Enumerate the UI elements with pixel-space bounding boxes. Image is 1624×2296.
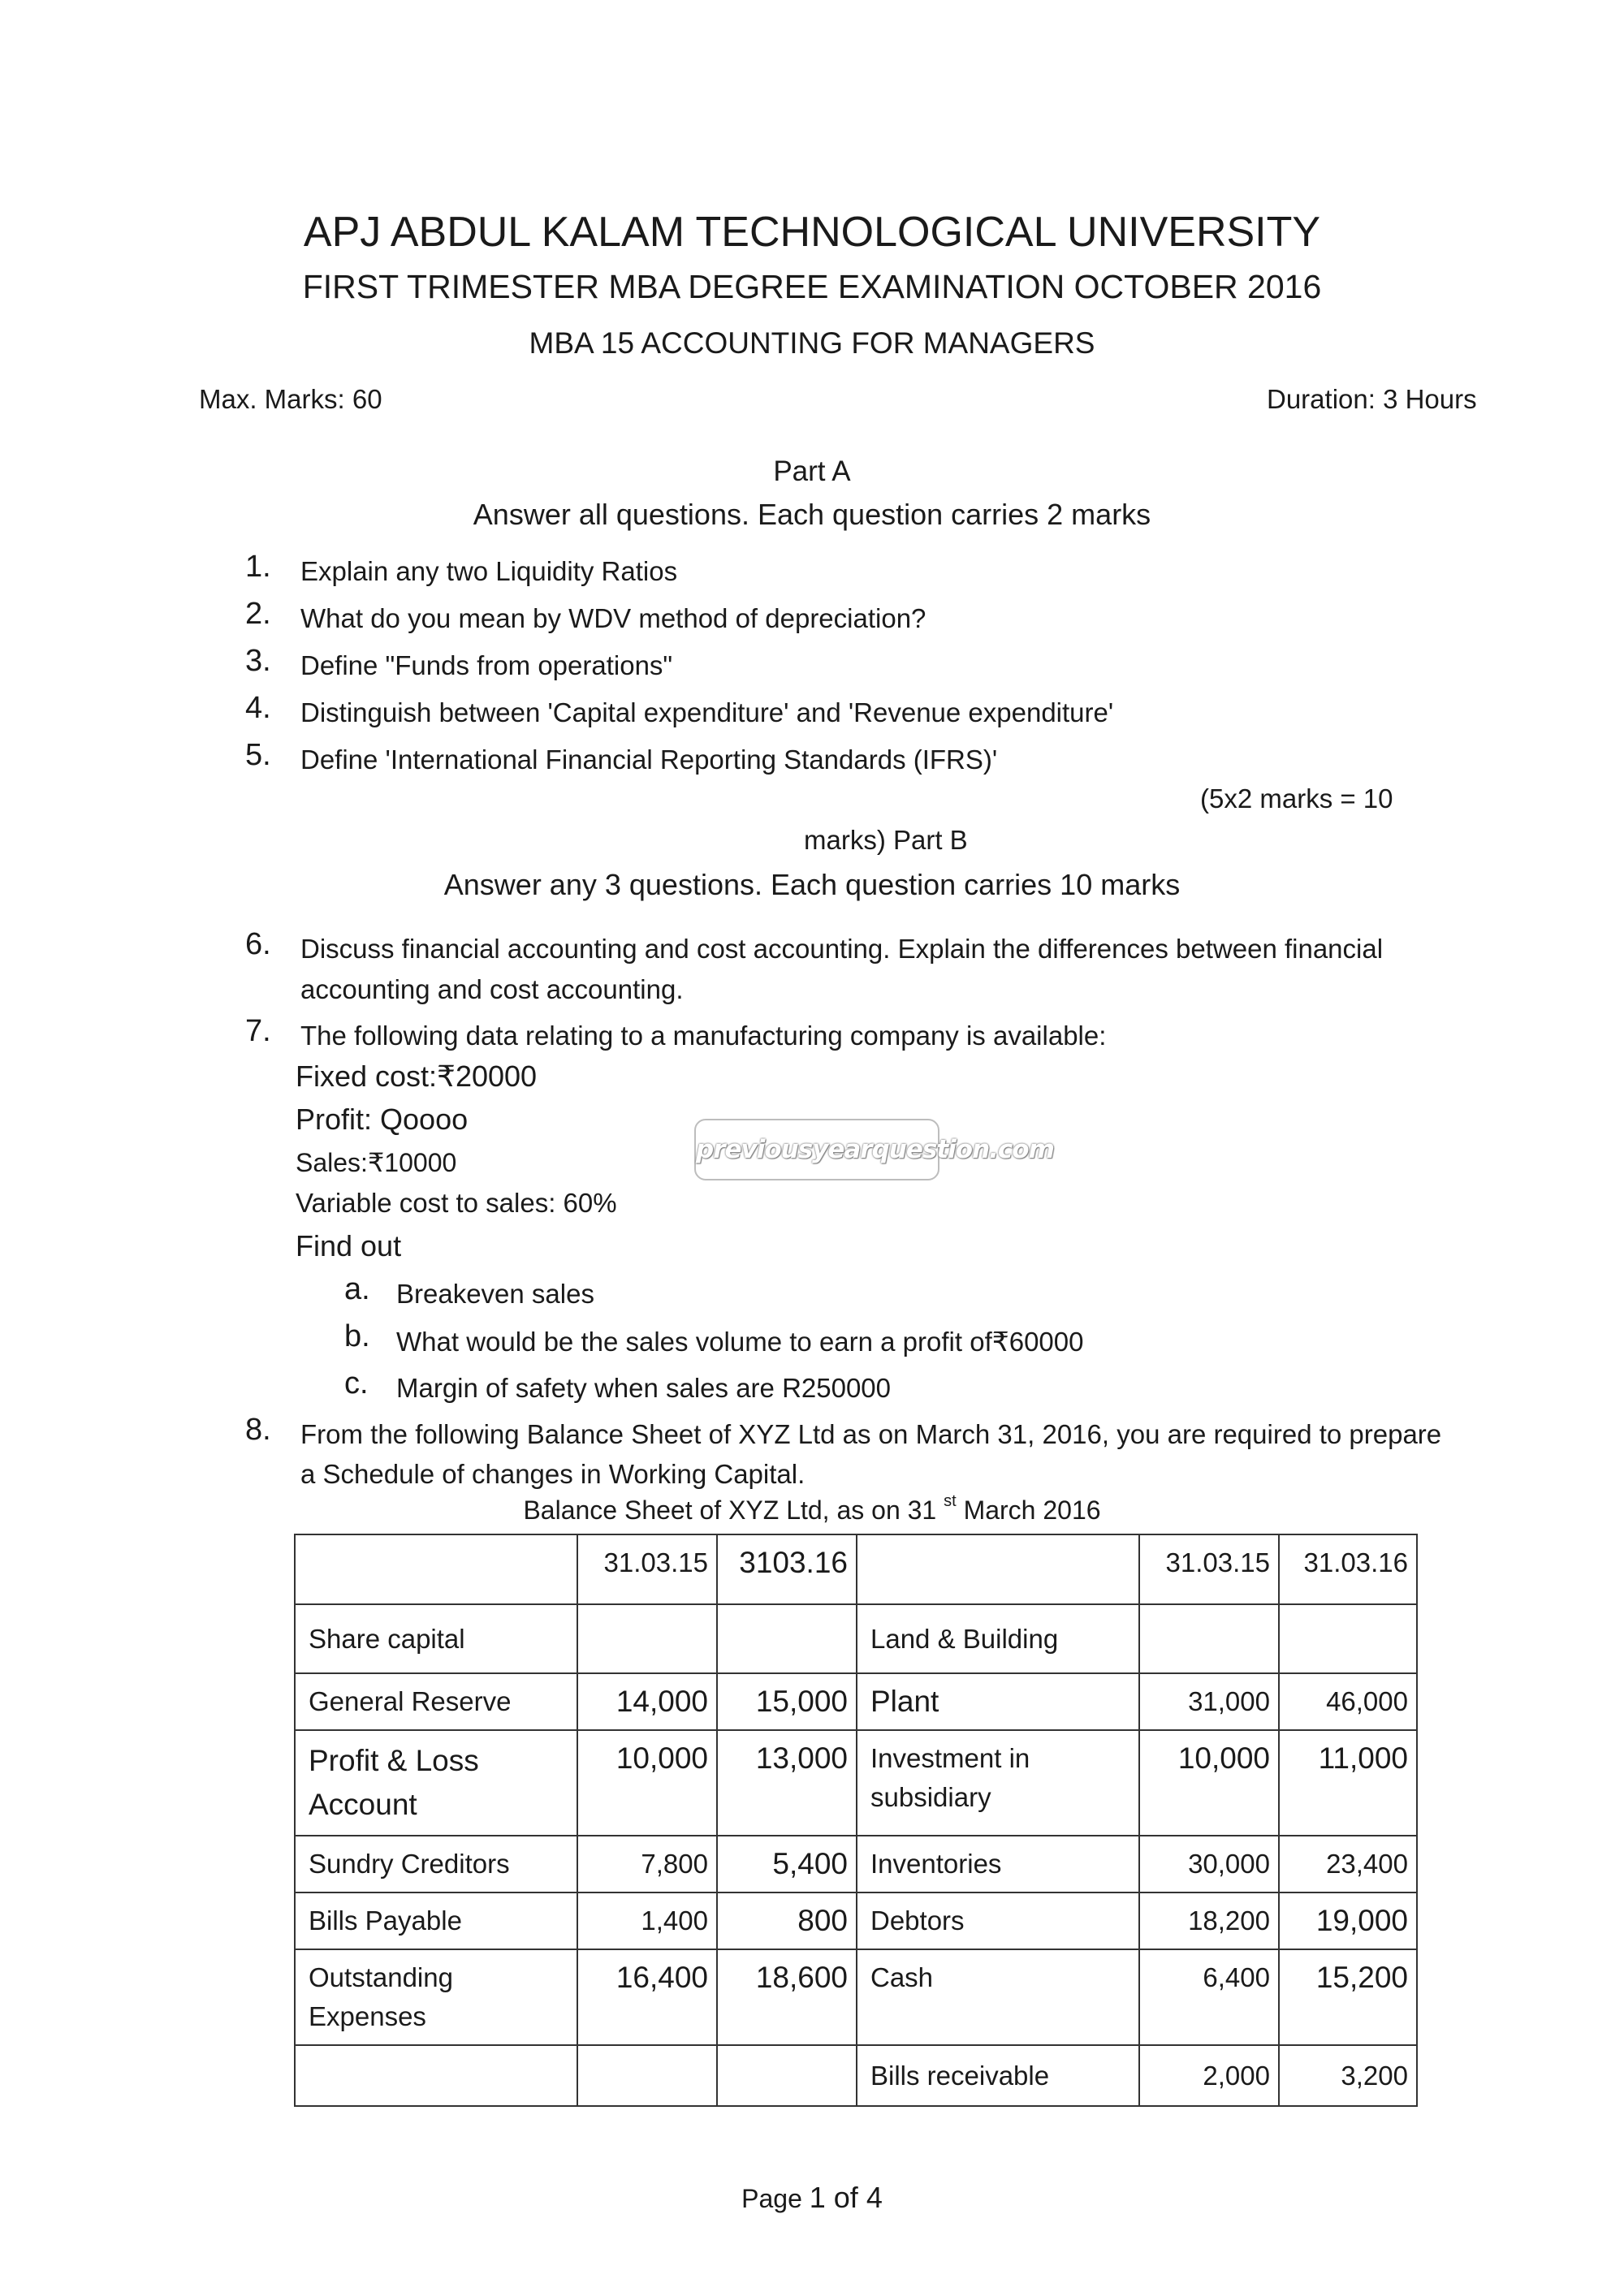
part-b-instruction: Answer any 3 questions. Each question carries 10 marks	[443, 868, 1181, 901]
table-cell: Sundry Creditors	[295, 1836, 577, 1892]
subpart-text: Breakeven sales	[396, 1279, 594, 1309]
table-cell: 46,000	[1279, 1673, 1417, 1730]
page-footer	[0, 2181, 1624, 2215]
table-cell: Bills receivable	[857, 2045, 1139, 2106]
table-cell: Cash	[857, 1949, 1139, 2045]
table-cell: Outstanding Expenses	[295, 1949, 577, 2045]
table-cell	[1139, 1604, 1279, 1673]
table-cell	[295, 2045, 577, 2106]
table-cell	[717, 1604, 857, 1673]
balance-sheet-caption	[0, 1492, 1624, 1526]
table-cell: 1,400	[577, 1892, 717, 1949]
balance-sheet-table	[294, 1534, 1418, 2107]
part-a-title: Part A	[773, 455, 851, 487]
table-cell: Land & Building	[857, 1604, 1139, 1673]
table-cell: 19,000	[1279, 1892, 1417, 1949]
table-cell	[717, 2045, 857, 2106]
question-text: Distinguish between 'Capital expenditure' and 'Revenue expenditure'	[300, 697, 1114, 727]
table-header-cell: 31.03.15	[1139, 1534, 1279, 1604]
subpart-text: Margin of safety when sales are R250000	[396, 1373, 892, 1403]
table-cell: 15,000	[717, 1673, 857, 1730]
question-number: 1.	[245, 550, 271, 584]
sales: Sales:₹10000	[296, 1148, 457, 1177]
table-cell: Plant	[857, 1673, 1139, 1730]
table-row	[295, 2045, 1417, 2106]
watermark-logo	[694, 1119, 1054, 1180]
subpart-label: b.	[344, 1319, 370, 1353]
page-label: Page	[741, 2184, 802, 2213]
table-cell: General Reserve	[295, 1673, 577, 1730]
question-number: 4.	[245, 691, 271, 725]
caption-superscript: st	[944, 1492, 957, 1511]
table-row	[295, 1673, 1417, 1730]
table-cell: 13,000	[717, 1730, 857, 1836]
table-cell: Bills Payable	[295, 1892, 577, 1949]
caption-text: Balance Sheet of XYZ Ltd, as on 31	[523, 1495, 937, 1525]
question-number: 3.	[245, 644, 271, 678]
subpart-label: a.	[344, 1272, 370, 1306]
table-cell	[577, 2045, 717, 2106]
table-row	[295, 1604, 1417, 1673]
table-cell: Debtors	[857, 1892, 1139, 1949]
table-header-cell: 31.03.16	[1279, 1534, 1417, 1604]
question-text: From the following Balance Sheet of XYZ Ltd as on March 31, 2016, you are required to prepare	[300, 1419, 1442, 1449]
part-a-marks: (5x2 marks = 10	[1200, 783, 1393, 814]
table-cell: 16,400	[577, 1949, 717, 2045]
profit: Profit: Qoooo	[296, 1103, 469, 1136]
fixed-cost: Fixed cost:₹20000	[296, 1060, 538, 1093]
table-cell: 5,400	[717, 1836, 857, 1892]
exam-title: FIRST TRIMESTER MBA DEGREE EXAMINATION OCTOBER 2016	[302, 268, 1322, 305]
table-row	[295, 1892, 1417, 1949]
table-row	[295, 1836, 1417, 1892]
table-row	[295, 1949, 1417, 2045]
table-cell: 3,200	[1279, 2045, 1417, 2106]
part-a-marks-continued: marks) Part B	[804, 825, 968, 855]
table-cell: 18,600	[717, 1949, 857, 2045]
table-header-cell: 31.03.15	[577, 1534, 717, 1604]
table-cell: 18,200	[1139, 1892, 1279, 1949]
caption-text-end: March 2016	[963, 1495, 1101, 1525]
question-text: Define "Funds from operations"	[300, 650, 673, 680]
table-cell: 15,200	[1279, 1949, 1417, 2045]
table-cell: 30,000	[1139, 1836, 1279, 1892]
question-text-continued: accounting and cost accounting.	[300, 974, 684, 1004]
question-text: Define 'International Financial Reporting Standards (IFRS)'	[300, 744, 998, 775]
variable-cost: Variable cost to sales: 60%	[296, 1188, 617, 1218]
table-cell: 14,000	[577, 1673, 717, 1730]
question-number: 2.	[245, 597, 271, 631]
table-header-cell	[857, 1534, 1139, 1604]
question-number: 6.	[245, 927, 271, 961]
duration: Duration: 3 Hours	[1267, 384, 1477, 414]
table-cell: 23,400	[1279, 1836, 1417, 1892]
table-cell: Profit & Loss Account	[295, 1730, 577, 1836]
watermark-text: previousyearquestion.com	[696, 1135, 1054, 1164]
page-number: 1 of 4	[809, 2181, 883, 2214]
table-cell	[1279, 1604, 1417, 1673]
table-header-row	[295, 1534, 1417, 1604]
table-header-cell	[295, 1534, 577, 1604]
question-text: Discuss financial accounting and cost accounting. Explain the differences between financial	[300, 934, 1384, 964]
table-cell: 6,400	[1139, 1949, 1279, 2045]
table-cell: 800	[717, 1892, 857, 1949]
table-row	[295, 1730, 1417, 1836]
table-cell: Investment in subsidiary	[857, 1730, 1139, 1836]
question-text-continued: a Schedule of changes in Working Capital.	[300, 1459, 806, 1489]
course-title: MBA 15 ACCOUNTING FOR MANAGERS	[529, 326, 1095, 360]
subpart-text: What would be the sales volume to earn a profit of₹60000	[396, 1327, 1084, 1357]
max-marks: Max. Marks: 60	[199, 384, 382, 414]
question-number: 7.	[245, 1014, 271, 1048]
subpart-label: c.	[344, 1366, 369, 1400]
question-text: The following data relating to a manufacturing company is available:	[300, 1021, 1107, 1051]
question-text: What do you mean by WDV method of depreciation?	[300, 603, 926, 633]
question-number: 8.	[245, 1413, 271, 1447]
table-cell: Share capital	[295, 1604, 577, 1673]
table-cell: Inventories	[857, 1836, 1139, 1892]
table-cell: 11,000	[1279, 1730, 1417, 1836]
table-cell: 10,000	[1139, 1730, 1279, 1836]
table-cell: 7,800	[577, 1836, 717, 1892]
table-cell	[577, 1604, 717, 1673]
table-cell: 31,000	[1139, 1673, 1279, 1730]
table-cell: 10,000	[577, 1730, 717, 1836]
university-title: APJ ABDUL KALAM TECHNOLOGICAL UNIVERSITY	[303, 209, 1321, 256]
table-header-cell: 3103.16	[717, 1534, 857, 1604]
table-cell: 2,000	[1139, 2045, 1279, 2106]
part-a-instruction: Answer all questions. Each question carries 2 marks	[473, 498, 1151, 531]
question-number: 5.	[245, 738, 271, 772]
find-out: Find out	[296, 1229, 402, 1262]
question-text: Explain any two Liquidity Ratios	[300, 556, 678, 586]
